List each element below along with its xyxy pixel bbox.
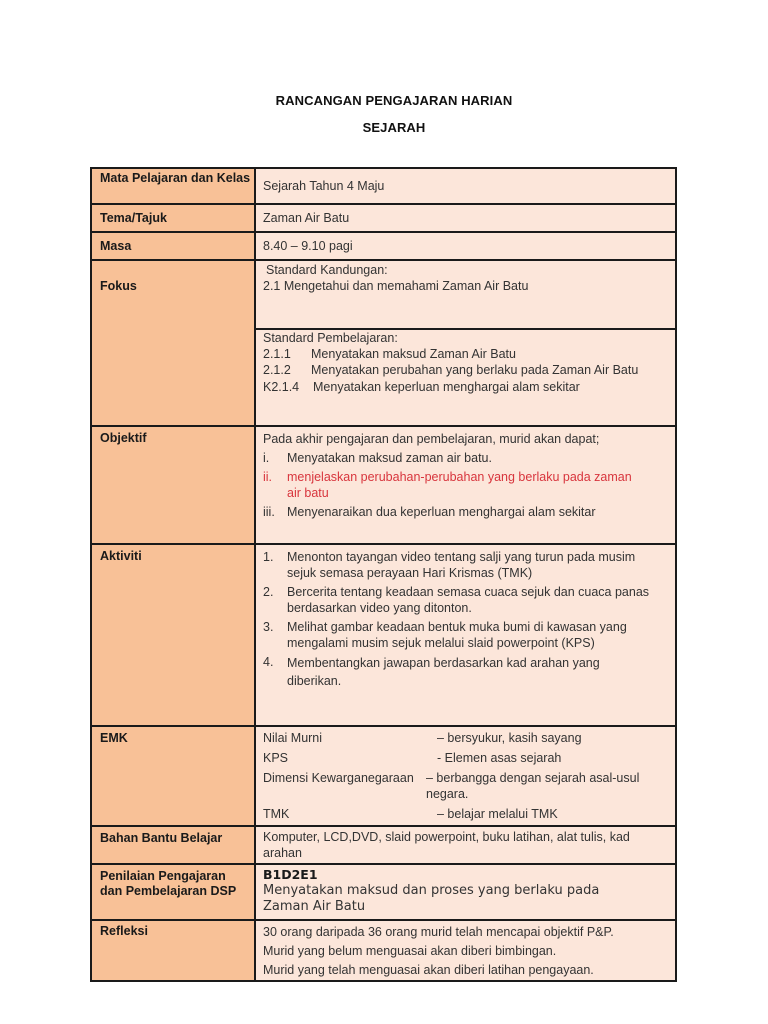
emk-item: Dimensi Kewarganegaraan – berbangga dengan sejarah asal-usul negara. [263,771,640,801]
value-fokus [256,261,675,425]
row-refleksi [92,919,675,980]
label-bahan: Bahan Bantu Belajar [92,827,256,863]
label-penilaian: Penilaian Pengajaran dan Pembelajaran DSP [92,865,256,919]
label-emk: EMK [92,727,256,825]
value-tema: Zaman Air Batu [256,205,675,231]
label-aktiviti: Aktiviti [92,545,256,725]
value-aktiviti [256,545,675,725]
penilaian-text: Menyatakan maksud dan proses yang berlaku pada Zaman Air Batu [263,883,600,914]
aktiviti-item: 4. Membentangkan jawapan berdasarkan kad arahan yang diberikan. [263,655,600,688]
value-mata-pelajaran: Sejarah Tahun 4 Maju [256,169,675,203]
label-mata-pelajaran: Mata Pelajaran dan Kelas [92,169,256,203]
row-fokus [92,259,675,425]
value-refleksi [256,921,675,980]
label-masa: Masa [92,233,256,259]
refleksi-line: Murid yang belum menguasai akan diberi bimbingan. [263,944,557,958]
objektif-item: i. Menyatakan maksud zaman air batu. [263,451,492,465]
objektif-item-highlighted: ii. menjelaskan perubahan-perubahan yang berlaku pada zaman air batu [263,470,632,500]
kandungan-item: 2.1 Mengetahui dan memahami Zaman Air Batu [263,279,529,293]
document-title: RANCANGAN PENGAJARAN HARIAN [275,93,513,108]
refleksi-line: 30 orang daripada 36 orang murid telah mencapai objektif P&P. [263,925,614,939]
row-emk [92,725,675,825]
row-mata-pelajaran [92,169,675,203]
row-objektif [92,425,675,543]
row-bahan [92,825,675,863]
objektif-item: iii. Menyenaraikan dua keperluan menghargai alam sekitar [263,505,596,519]
emk-item: KPS - Elemen asas sejarah [263,751,562,765]
value-bahan: Komputer, LCD,DVD, slaid powerpoint, buku latihan, alat tulis, kad arahan [256,827,675,863]
refleksi-line: Murid yang telah menguasai akan diberi latihan pengayaan. [263,963,594,977]
document-subtitle: SEJARAH [362,120,426,135]
aktiviti-item: 3. Melihat gambar keadaan bentuk muka bumi di kawasan yang mengalami musim sejuk melalui slaid powerpoint (KPS) [263,620,627,650]
label-fokus: Fokus [92,261,256,425]
aktiviti-item: 2. Bercerita tentang keadaan semasa cuaca sejuk dan cuaca panas berdasarkan video yang ditonton. [263,585,650,615]
lesson-plan-table [90,167,677,982]
value-emk [256,727,675,825]
penilaian-code: B1D2E1 [263,867,318,882]
row-penilaian [92,863,675,919]
value-objektif [256,427,675,543]
row-aktiviti [92,543,675,725]
label-refleksi: Refleksi [92,921,256,980]
aktiviti-item: 1. Menonton tayangan video tentang salji yang turun pada musim sejuk semasa perayaan Hari Krismas (TMK) [263,550,636,580]
emk-item: TMK – belajar melalui TMK [263,807,558,821]
value-masa: 8.40 – 9.10 pagi [256,233,675,259]
label-objektif: Objektif [92,427,256,543]
label-tema: Tema/Tajuk [92,205,256,231]
value-penilaian [256,865,675,919]
row-tema [92,203,675,231]
objektif-intro: Pada akhir pengajaran dan pembelajaran, murid akan dapat; [263,432,600,446]
row-masa [92,231,675,259]
emk-item: Nilai Murni – bersyukur, kasih sayang [263,731,582,745]
pembelajaran-item: 2.1.1 Menyatakan maksud Zaman Air Batu [263,347,516,361]
standard-kandungan [263,261,675,328]
pembelajaran-item: K2.1.4 Menyatakan keperluan menghargai alam sekitar [263,380,580,394]
kandungan-heading: Standard Kandungan: [266,263,388,277]
pembelajaran-item: 2.1.2 Menyatakan perubahan yang berlaku pada Zaman Air Batu [263,363,639,377]
standard-pembelajaran [256,328,675,425]
pembelajaran-heading: Standard Pembelajaran: [263,331,398,345]
